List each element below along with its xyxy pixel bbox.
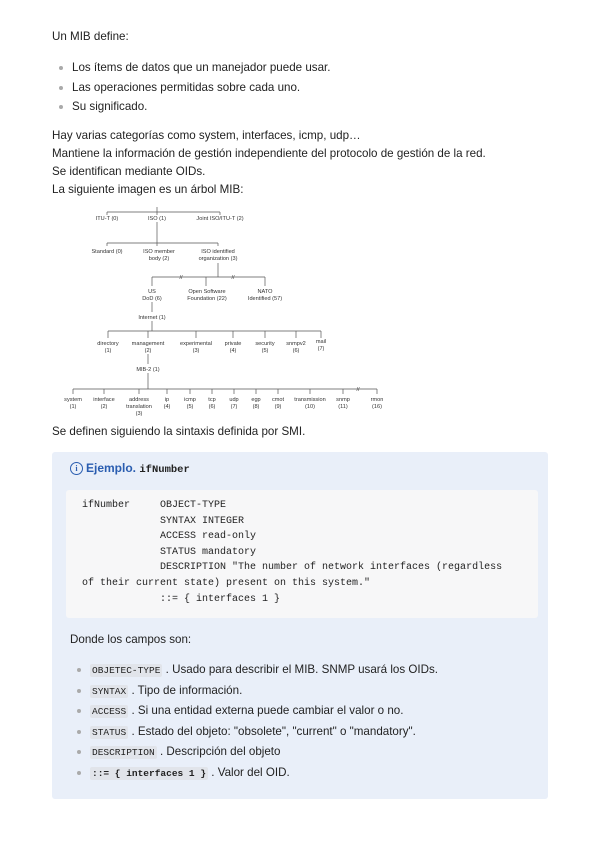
tree-node-directory: directory — [97, 341, 119, 347]
list-item: OBJETEC-TYPE . Usado para describir el MIB. SNMP usará los OIDs. — [70, 660, 438, 681]
field-code: OBJETEC-TYPE — [92, 665, 161, 676]
tree-break-mark: // — [356, 387, 360, 393]
svg-text:(3): (3) — [135, 411, 143, 417]
svg-text:translation: translation — [126, 404, 152, 410]
svg-text:Identified (57): Identified (57) — [247, 296, 283, 302]
svg-text:(7): (7) — [317, 346, 325, 352]
svg-text:(10): (10) — [305, 404, 315, 410]
field-code: STATUS — [92, 726, 127, 738]
smi-text: Se definen siguiendo la sintaxis definida por SMI. — [52, 425, 306, 438]
paragraph-line: Mantiene la información de gestión independiente del protocolo de gestión de la red. — [52, 147, 486, 160]
list-item: ACCESS . Si una entidad externa puede cambiar el valor o no. — [70, 701, 438, 722]
tree-node-management: management — [131, 341, 165, 347]
tree-node-iso-identified: ISO identified — [201, 249, 235, 255]
field-code: ::= { interfaces 1 } — [92, 767, 207, 779]
tree-node-ip: ip — [164, 397, 170, 403]
svg-text:(7): (7) — [230, 404, 238, 410]
info-circle-icon: i — [70, 462, 83, 475]
svg-text:(4): (4) — [163, 404, 171, 410]
svg-text:(5): (5) — [186, 404, 194, 410]
tree-node-system: system — [64, 397, 82, 403]
tree-node-address-translation: address — [129, 397, 149, 403]
list-item: ::= { interfaces 1 } . Valor del OID. — [70, 763, 438, 784]
svg-text:Foundation (22): Foundation (22) — [187, 296, 227, 302]
tree-node-mib2: MIB-2 (1) — [136, 367, 160, 373]
code-block — [66, 490, 538, 618]
tree-node-itu-t: ITU-T (0) — [95, 216, 119, 222]
tree-node-mail: mail — [315, 339, 327, 345]
svg-text:(1): (1) — [69, 404, 77, 410]
tree-node-nato: NATO — [257, 289, 273, 295]
example-title — [70, 461, 190, 476]
list-item: STATUS . Estado del objeto: "obsolete", "current" o "mandatory". — [70, 722, 438, 743]
svg-text:(16): (16) — [372, 404, 382, 410]
tree-node-tcp: tcp — [208, 397, 216, 403]
code-content: ifNumber OBJECT-TYPE SYNTAX INTEGER ACCESS read-only STATUS mandatory DESCRIPTION "The number of network interfaces (regardless of their current state) present on this system." ::= { interfaces 1 } — [82, 500, 503, 605]
fields-intro: Donde los campos son: — [70, 633, 192, 646]
list-item: Las operaciones permitidas sobre cada uno. — [52, 78, 330, 98]
svg-text:body (2): body (2) — [148, 256, 170, 262]
tree-node-iso-member: ISO member — [143, 249, 175, 255]
tree-node-udp: udp — [229, 397, 239, 403]
example-callout — [52, 452, 548, 799]
tree-node-snmpv2: snmpv2 — [286, 341, 306, 347]
svg-text:(11): (11) — [338, 404, 348, 410]
svg-text:(2): (2) — [100, 404, 108, 410]
field-code: SYNTAX — [92, 685, 127, 697]
svg-text:(1): (1) — [104, 348, 112, 354]
list-item: Su significado. — [52, 97, 330, 117]
svg-text:(6): (6) — [292, 348, 300, 354]
tree-node-private: private — [224, 341, 242, 347]
tree-node-standard: Standard (0) — [91, 249, 123, 255]
paragraph-line: Se identifican mediante OIDs. — [52, 165, 206, 178]
svg-text:(9): (9) — [274, 404, 282, 410]
tree-node-iso: ISO (1) — [147, 216, 167, 222]
tree-node-interface: interface — [93, 397, 115, 403]
svg-text:(4): (4) — [229, 348, 237, 354]
field-code: DESCRIPTION — [92, 747, 155, 758]
tree-node-internet: Internet (1) — [138, 315, 166, 321]
mib-tree-diagram — [60, 206, 390, 422]
tree-node-us-dod: US — [148, 289, 156, 295]
svg-text:organization (3): organization (3) — [198, 256, 238, 262]
svg-text:(3): (3) — [192, 348, 200, 354]
svg-text:(6): (6) — [208, 404, 216, 410]
example-label: Ejemplo. — [86, 461, 137, 475]
tree-node-rmon: rmon — [370, 397, 384, 403]
tree-node-security: security — [255, 341, 275, 347]
intro-text: Un MIB define: — [52, 30, 129, 43]
svg-text:(5): (5) — [261, 348, 269, 354]
tree-node-egp: egp — [251, 397, 261, 403]
svg-text:(2): (2) — [144, 348, 152, 354]
list-item: SYNTAX . Tipo de información. — [70, 681, 438, 702]
fields-list — [70, 660, 438, 783]
list-item: Los ítems de datos que un manejador puede usar. — [52, 58, 330, 78]
tree-node-osf: Open Software — [188, 289, 226, 295]
tree-node-transmission: transmission — [294, 397, 326, 403]
tree-break-mark: // — [231, 275, 235, 281]
list-item: DESCRIPTION . Descripción del objeto — [70, 742, 438, 763]
tree-node-icmp: icmp — [184, 397, 196, 403]
tree-break-mark: // — [179, 275, 183, 281]
tree-node-experimental: experimental — [179, 341, 213, 347]
svg-text:(8): (8) — [252, 404, 260, 410]
tree-node-cmot: cmot — [271, 397, 285, 403]
tree-node-snmp: snmp — [336, 397, 350, 403]
field-code: ACCESS — [92, 706, 127, 717]
tree-node-joint: Joint ISO/ITU-T (2) — [196, 216, 244, 222]
paragraph-line: La siguiente imagen es un árbol MIB: — [52, 183, 244, 196]
paragraph-line: Hay varias categorías como system, interfaces, icmp, udp… — [52, 129, 361, 142]
svg-text:DoD (6): DoD (6) — [142, 296, 162, 302]
bullet-list-mib — [52, 58, 330, 117]
example-code-title: ifNumber — [139, 464, 190, 476]
